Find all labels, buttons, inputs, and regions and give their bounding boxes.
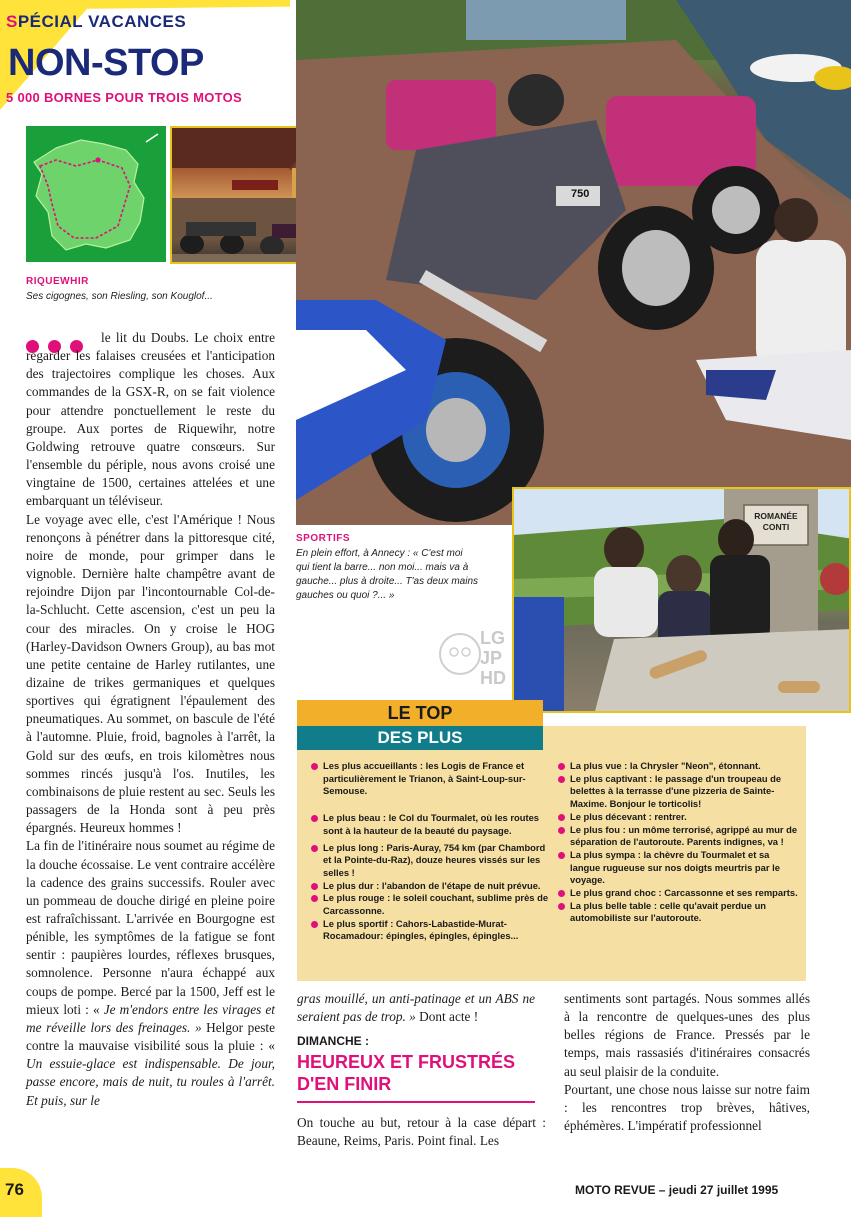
- scan-watermark-logo: LG JP HD: [434, 624, 520, 708]
- vineyard-photo: [512, 487, 851, 713]
- sportifs-caption-text: En plein effort, à Annecy : « C'est moi qui tient la barre... non moi... mais va à gauche... plus à droite... T'as deux mains gauches ou quoi ?... »: [296, 548, 479, 601]
- top-item: La plus belle table : celle qu'avait perdue un automobiliste sur l'autoroute.: [556, 900, 800, 925]
- article-subtitle: 5 000 BORNES POUR TROIS MOTOS: [6, 90, 243, 105]
- col1-paragraph-3: La fin de l'itinéraire nous soumet au régime de la douche écossaise. Le vent contraire accélère la cadence des grains successifs. Rouler avec un pommeau de douche dirigé en pleine poire est rafraîchissant. L'arrivée en Bourgogne est pénible, les symptômes de la fatigue se font sentir : paupières lourdes, réflexes brusques, somnolence. Personne n'aura échappé aux coups de pompe. Bercé par la 1500, Jeff est le mieux loti : « Je m'endors entre les virages et me réveille lors des freinages. » Helgor peste contre la mauvaise visibilité sous la pluie : « Un essuie-glace est indispensable. De jour, passe encore, mais de nuit, tu roules à l'arrêt. Et puis, sur le: [26, 838, 275, 1108]
- section-kicker: SPÉCIAL VACANCES: [6, 12, 187, 31]
- column-1-text: [26, 329, 275, 1110]
- top-item: Le plus long : Paris-Auray, 754 km (par Chambord et la Pointe-du-Raz), douze heures vissés sur les selles !: [309, 842, 549, 880]
- riquewihr-caption-head: RIQUEWHIR: [26, 276, 89, 287]
- top-item: Le plus rouge : le soleil couchant, sublime près de Carcassonne.: [309, 892, 549, 917]
- top-item: La plus sympa : la chèvre du Tourmalet et sa langue rugueuse sur nos doigts meurtris par le voyage.: [556, 849, 800, 887]
- top-item: Le plus beau : le Col du Tourmalet, où les routes sont à la hauteur de la beauté du paysage.: [309, 812, 549, 837]
- motorcycles-photo: [296, 0, 851, 525]
- top-item: Le plus sportif : Cahors-Labastide-Murat-Rocamadour: épingles, épingles, épingles...: [309, 918, 549, 943]
- top-item: La plus vue : la Chrysler "Neon", étonnant.: [556, 760, 800, 773]
- section-label: DIMANCHE :: [297, 1034, 369, 1048]
- top-item: Les plus accueillants : les Logis de France et particulièrement le Trianon, à Saint-Loup-sur-Semouse.: [309, 760, 549, 798]
- top-item: Le plus dur : l'abandon de l'étape de nuit prévue.: [309, 880, 549, 893]
- top-item: Le plus décevant : rentrer.: [556, 811, 800, 824]
- bike-model-badge: 750: [571, 188, 590, 200]
- article-title: NON-STOP: [8, 42, 204, 84]
- col2-continuation: gras mouillé, un anti-patinage et un ABS ne seraient pas de trop. » Dont acte !: [297, 991, 535, 1025]
- col3-paragraph-1: sentiments sont partagés. Nous sommes allés à la rencontre de quelques-unes des plus belles régions de France. Pressés par le temps, mais rassasiés d'itinéraires consacrés au seul plaisir de la conduite.: [564, 991, 810, 1079]
- top-list-left: [309, 760, 549, 943]
- top-item: Le plus grand choc : Carcassonne et ses remparts.: [556, 887, 800, 900]
- col3-paragraph-2: Pourtant, une chose nous laisse sur notre faim : les rencontres trop brèves, hâtives, éphémères. L'impératif professionnel: [564, 1081, 810, 1134]
- france-map-icon: [26, 126, 166, 262]
- section-title: HEUREUX ET FRUSTRÉS D'EN FINIR: [297, 1052, 516, 1094]
- romanee-conti-sign: ROMANÉE CONTI: [754, 511, 798, 532]
- column-3-text: [564, 990, 810, 1135]
- top-item: Le plus captivant : le passage d'un troupeau de belettes à la terrasse d'une pizzeria de Sainte-Maxime. Bonjour le torticolis!: [556, 773, 800, 811]
- col1-paragraph-1: le lit du Doubs. Le choix entre regarder les falaises creusées et l'anticipation des trajectoires complique les choses. Aux commandes de la GSX-R, on se fait violence pour attendre ponctuellement le reste du groupe. Aux portes de Riquewihr, notre Goldwing retrouve quatre consœurs. Sur l'ensemble du périple, nous avons croisé une vingtaine de 1500, certaines attelées et une embarquant un téléviseur.: [26, 330, 275, 509]
- riquewihr-caption-text: Ses cigognes, son Riesling, son Kouglof...: [26, 291, 213, 302]
- top-box-title: LE TOP: [297, 700, 543, 726]
- sportifs-caption-head: SPORTIFS: [296, 533, 351, 544]
- col2-paragraph: On touche au but, retour à la case départ : Beaune, Reims, Paris. Point final. Les: [297, 1115, 546, 1149]
- top-box-subtitle: DES PLUS: [297, 726, 543, 750]
- section-divider: [297, 1101, 535, 1103]
- publication-footer: MOTO REVUE – jeudi 27 juillet 1995: [575, 1183, 779, 1197]
- top-item: Le plus fou : un môme terrorisé, agrippé au mur de séparation de l'autoroute. Parents indignes, va !: [556, 824, 800, 849]
- france-route-map: [26, 126, 166, 262]
- page-number: 76: [0, 1168, 42, 1217]
- top-list-right: [556, 760, 800, 925]
- col1-paragraph-2: Le voyage avec elle, c'est l'Amérique ! Nous renonçons à pénétrer dans la pittoresque cité, noire de monde, pour grimper dans le vignoble. Dernière halte champêtre avant de rejoindre Dijon par l'incontournable Col-de-la-Schlucht. Cette ascension, c'est un peu la cour des miracles. On y croise le HOG (Harley-Davidson Owners Group), au bas mot une petite centaine de Harley rutilantes, une dizaine de trikes germaniques et quelques sportives qui égratignent l'épaulement des pneumatiques. Au sommet, on bascule de l'été à l'automne. Pluie, froid, bagnoles à l'arrêt, la Gold sur des œufs, en trois kilomètres nous sommes rincés jusqu'à l'os. Inutiles, les combinaisons de pluie restent au sec. Seuls les passagers de la Honda sont à peu près épargnés. Heureux hommes !: [26, 511, 275, 836]
